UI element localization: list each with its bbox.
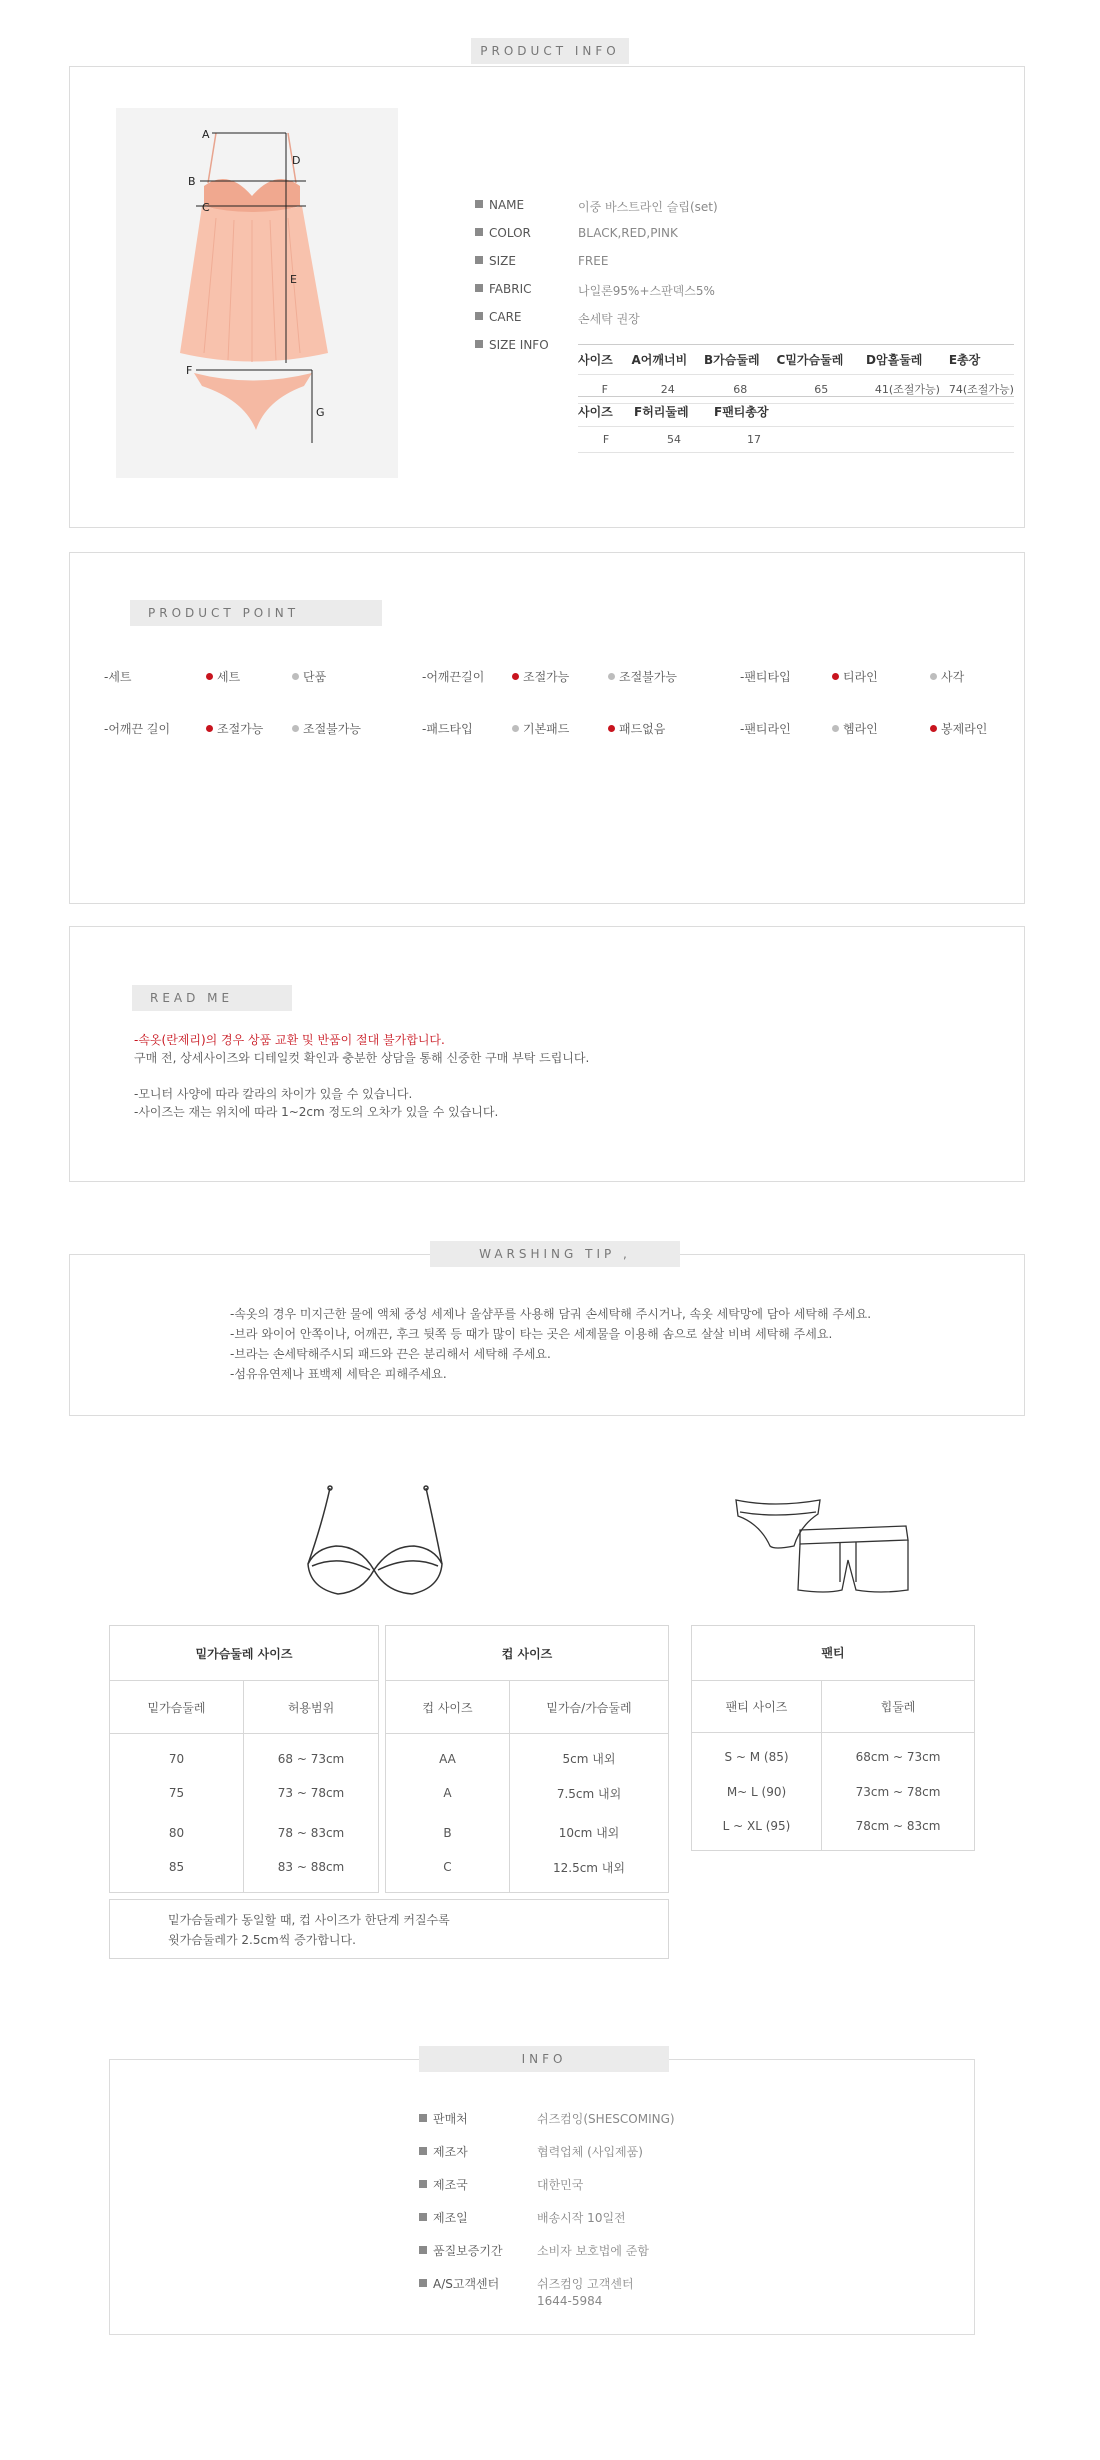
selected-dot-icon: [930, 725, 937, 732]
underbust-cell: 70: [110, 1734, 244, 1774]
bullet-square-icon: [419, 2246, 427, 2254]
bullet-square-icon: [475, 200, 483, 208]
cup-note-line: 윗가슴둘레가 2.5cm씩 증가합니다.: [168, 1933, 356, 1947]
size-th: E총장: [949, 345, 1014, 375]
washing-tip-line: -속옷의 경우 미지근한 물에 액체 중성 세제나 울샴푸를 사용해 담궈 손세탁해 주시거나, 속옷 세탁망에 담아 세탁해 주세요.: [230, 1307, 872, 1321]
bullet-square-icon: [419, 2114, 427, 2122]
panty-cell: L ~ XL (95): [692, 1811, 822, 1850]
cup-note-line: 밑가슴둘레가 동일할 때, 컵 사이즈가 한단계 커질수록: [168, 1913, 450, 1927]
underbust-cell: 73 ~ 78cm: [277, 1786, 345, 1801]
point-option: 조절가능: [512, 668, 569, 685]
panty-illustration-icon: [730, 1494, 914, 1600]
size-td: 74(조절가능): [949, 375, 1014, 404]
bullet-square-icon: [475, 340, 483, 348]
read-me-line: 구매 전, 상세사이즈와 디테일컷 확인과 충분한 상담을 통해 신중한 구매 부탁 드립니다.: [134, 1051, 590, 1065]
spec-row-size: SIZE: [475, 254, 516, 268]
size-td: F: [578, 375, 632, 404]
size-th: F팬티총장: [714, 397, 794, 427]
underbust-size-table: [109, 1625, 379, 1893]
bullet-square-icon: [419, 2180, 427, 2188]
bullet-square-icon: [475, 312, 483, 320]
size-info-table-2: [578, 396, 1014, 453]
info-tag: INFO: [419, 2046, 669, 2072]
point-option: 기본패드: [512, 720, 569, 737]
unselected-dot-icon: [608, 673, 615, 680]
point-option: 단품: [292, 668, 326, 685]
label-d: D: [292, 154, 301, 167]
label-b: B: [188, 175, 196, 188]
panty-cell: 73cm ~ 78cm: [855, 1784, 941, 1799]
size-td: 65: [777, 375, 867, 404]
label-e: E: [290, 273, 297, 286]
read-me-tag: READ ME: [132, 985, 292, 1011]
panty-size-table: [691, 1625, 975, 1851]
cup-cell: C: [386, 1853, 510, 1893]
point-option: 조절가능: [206, 720, 263, 737]
size-info-table-1: [578, 344, 1014, 404]
point-label-pad-type: -패드타입: [422, 722, 473, 736]
panty-cell: M~ L (90): [692, 1772, 822, 1811]
underbust-title: 밑가슴둘레 사이즈: [110, 1626, 379, 1681]
spec-value-color: BLACK,RED,PINK: [578, 226, 678, 240]
cup-header: 밑가슴/가슴둘레: [510, 1681, 669, 1734]
panty-header: 힙둘레: [822, 1680, 975, 1732]
size-th: B가슴둘레: [704, 345, 777, 375]
point-label-strap: -어깨끈 길이: [104, 722, 171, 736]
point-option: 사각: [930, 668, 964, 685]
cup-title: 컵 사이즈: [386, 1626, 669, 1681]
size-th-empty: [794, 397, 1014, 427]
size-td: 17: [714, 427, 794, 453]
point-label-set: -세트: [104, 670, 132, 684]
label-a: A: [202, 128, 210, 141]
washing-tip-line: -섬유유연제나 표백제 세탁은 피해주세요.: [230, 1367, 447, 1381]
cup-size-note: [109, 1899, 669, 1959]
underbust-cell: 75: [110, 1773, 244, 1813]
unselected-dot-icon: [832, 725, 839, 732]
underbust-cell: 78 ~ 83cm: [277, 1825, 345, 1840]
underbust-cell: 80: [110, 1813, 244, 1853]
size-th: 사이즈: [578, 345, 632, 375]
bullet-square-icon: [419, 2279, 427, 2287]
panty-cell: S ~ M (85): [692, 1733, 822, 1772]
unselected-dot-icon: [930, 673, 937, 680]
bullet-square-icon: [419, 2147, 427, 2155]
point-label-strap-length: -어깨끈길이: [422, 670, 485, 684]
point-option: 헴라인: [832, 720, 878, 737]
slip-diagram: [116, 108, 398, 478]
label-g: G: [316, 406, 325, 419]
cup-cell: 10cm 내외: [558, 1826, 620, 1841]
underbust-header: 밑가슴둘레: [110, 1681, 244, 1734]
washing-tip-line: -브라 와이어 안쪽이나, 어깨끈, 후크 뒷쪽 등 때가 많이 타는 곳은 세제물을 이용해 솜으로 살살 비벼 세탁해 주세요.: [230, 1327, 833, 1341]
washing-tip-line: -브라는 손세탁해주시되 패드와 끈은 분리해서 세탁해 주세요.: [230, 1347, 551, 1361]
product-image: [116, 108, 398, 478]
cup-cell: 7.5cm 내외: [556, 1786, 622, 1801]
spec-row-color: COLOR: [475, 226, 531, 240]
panty-header: 팬티 사이즈: [692, 1680, 822, 1732]
size-td: 54: [634, 427, 714, 453]
selected-dot-icon: [206, 673, 213, 680]
read-me-warning: -속옷(란제리)의 경우 상품 교환 및 반품이 절대 불가합니다.: [134, 1033, 445, 1047]
bullet-square-icon: [419, 2213, 427, 2221]
unselected-dot-icon: [292, 673, 299, 680]
unselected-dot-icon: [292, 725, 299, 732]
size-td: 41(조절가능): [866, 375, 949, 404]
point-option: 패드없음: [608, 720, 665, 737]
cup-cell: B: [386, 1813, 510, 1853]
point-option: 티라인: [832, 668, 878, 685]
spec-value-name: 이중 바스트라인 슬립(set): [578, 200, 718, 214]
unselected-dot-icon: [512, 725, 519, 732]
label-c: C: [202, 201, 210, 214]
point-option: 봉제라인: [930, 720, 987, 737]
size-th: C밑가슴둘레: [777, 345, 867, 375]
size-td: F: [578, 427, 634, 453]
size-th: F허리둘레: [634, 397, 714, 427]
underbust-cell: 83 ~ 88cm: [277, 1860, 345, 1875]
bullet-square-icon: [475, 256, 483, 264]
size-td: 24: [632, 375, 705, 404]
cup-header: 컵 사이즈: [386, 1681, 510, 1734]
panty-cell: 68cm ~ 73cm: [855, 1750, 941, 1765]
point-option: 세트: [206, 668, 240, 685]
cup-cell: AA: [386, 1734, 510, 1774]
bullet-square-icon: [475, 284, 483, 292]
product-point-tag: PRODUCT POINT: [130, 600, 382, 626]
spec-value-size: FREE: [578, 254, 609, 268]
selected-dot-icon: [512, 673, 519, 680]
size-th: A어깨너비: [632, 345, 705, 375]
selected-dot-icon: [206, 725, 213, 732]
read-me-line: -사이즈는 재는 위치에 따라 1~2cm 정도의 오차가 있을 수 있습니다.: [134, 1105, 499, 1119]
size-td-empty: [794, 427, 1014, 453]
bra-illustration-icon: [300, 1484, 450, 1600]
underbust-cell: 68 ~ 73cm: [277, 1751, 345, 1766]
size-th: D암홀둘레: [866, 345, 949, 375]
point-label-panty-type: -팬티타입: [740, 670, 791, 684]
point-label-panty-line: -팬티라인: [740, 722, 791, 736]
cup-cell: 12.5cm 내외: [552, 1860, 625, 1875]
spec-row-size-info: SIZE INFO: [475, 338, 549, 352]
spec-value-fabric: 나일론95%+스판덱스5%: [578, 284, 715, 298]
point-option: 조절불가능: [608, 668, 677, 685]
label-f: F: [186, 364, 193, 377]
product-info-tag: PRODUCT INFO: [471, 38, 629, 64]
spec-value-care: 손세탁 권장: [578, 312, 640, 326]
washing-tip-tag: WARSHING TIP ,: [430, 1241, 680, 1267]
point-option: 조절불가능: [292, 720, 361, 737]
cup-size-table: [385, 1625, 669, 1893]
read-me-line: -모니터 사양에 따라 칼라의 차이가 있을 수 있습니다.: [134, 1087, 413, 1101]
bullet-square-icon: [475, 228, 483, 236]
panty-cell: 78cm ~ 83cm: [855, 1818, 941, 1833]
spec-row-care: CARE: [475, 310, 522, 324]
info-phone: 1644-5984: [537, 2294, 603, 2308]
underbust-header: 허용범위: [244, 1681, 379, 1734]
panty-title: 팬티: [692, 1626, 975, 1681]
selected-dot-icon: [608, 725, 615, 732]
spec-row-name: NAME: [475, 198, 524, 212]
size-th: 사이즈: [578, 397, 634, 427]
cup-cell: A: [386, 1773, 510, 1813]
spec-row-fabric: FABRIC: [475, 282, 532, 296]
cup-cell: 5cm 내외: [562, 1752, 616, 1767]
size-td: 68: [704, 375, 777, 404]
selected-dot-icon: [832, 673, 839, 680]
underbust-cell: 85: [110, 1853, 244, 1893]
